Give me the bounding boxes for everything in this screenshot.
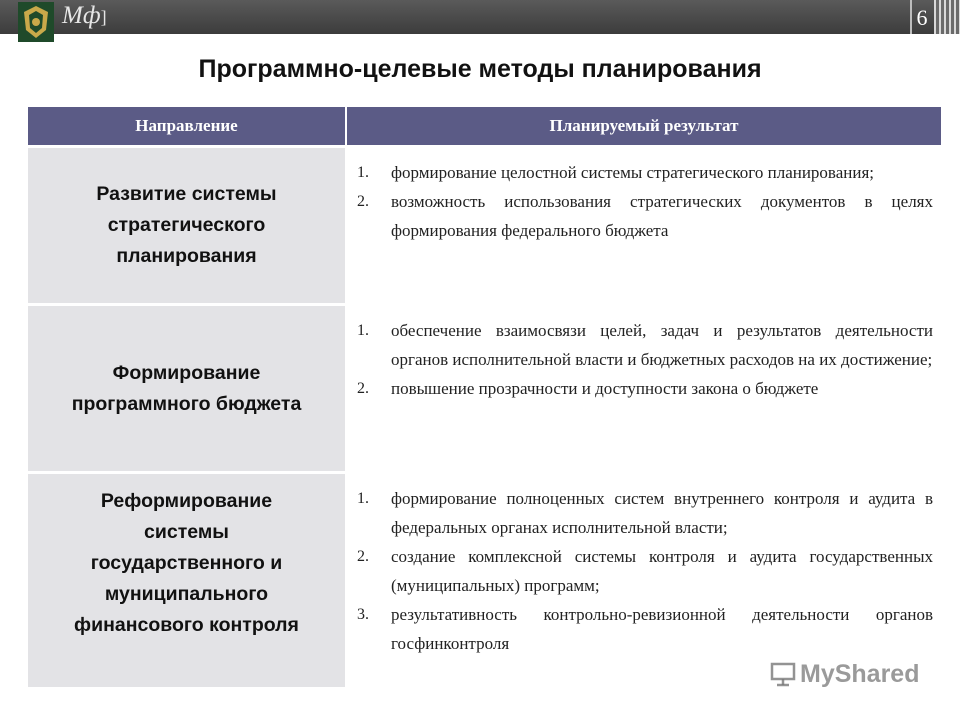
result-item: 3. результативность контрольно-ревизионной деятельности органов госфинконтроля	[357, 605, 933, 653]
presentation-icon	[770, 661, 796, 687]
direction-line: планирования	[116, 245, 257, 267]
table-row	[28, 473, 941, 688]
result-item: 2. повышение прозрачности и доступности закона о бюджете	[357, 379, 819, 398]
table-row	[28, 305, 941, 473]
result-item: 2. возможность использования стратегических документов в целях формирования федерального бюджета	[357, 192, 933, 240]
header-stripes	[934, 0, 960, 34]
direction-line: Реформирование	[100, 490, 273, 512]
emblem-logo-icon	[16, 2, 56, 42]
direction-line: Развитие системы	[96, 183, 277, 205]
direction-cell	[28, 147, 346, 305]
direction-line: стратегического	[107, 214, 266, 236]
result-item: 1. формирование целостной системы стратегического планирования;	[357, 163, 875, 182]
result-cell	[346, 473, 941, 688]
header-bar	[0, 0, 960, 34]
page-number: 6	[916, 5, 928, 30]
direction-cell	[28, 473, 346, 688]
result-item: 1. обеспечение взаимосвязи целей, задач и результатов деятельности органов исполнительной власти и бюджетных расходов на их достижение;	[357, 321, 933, 369]
direction-line: системы	[144, 521, 229, 543]
direction-line: государственного и	[90, 552, 283, 574]
direction-cell	[28, 305, 346, 473]
direction-line: муниципального	[104, 583, 269, 605]
direction-line: Формирование	[112, 361, 261, 384]
direction-line: финансового контроля	[74, 614, 299, 636]
page-title: Программно-целевые методы планирования	[198, 55, 762, 83]
direction-line: программного бюджета	[71, 392, 302, 415]
result-cell	[346, 147, 941, 305]
column-header-result: Планируемый результат	[346, 107, 941, 147]
methods-table	[28, 107, 941, 687]
column-header-direction: Направление	[28, 107, 346, 147]
result-item: 2. создание комплексной системы контроля и аудита государственных (муниципальных) программ;	[357, 547, 933, 595]
result-cell	[346, 305, 941, 473]
table-header-row	[28, 107, 941, 147]
logo-text: Мф]	[62, 2, 107, 29]
result-item: 1. формирование полноценных систем внутреннего контроля и аудита в федеральных органах исполнительной власти;	[357, 489, 933, 537]
table-row	[28, 147, 941, 305]
watermark: MyShared	[770, 660, 919, 689]
